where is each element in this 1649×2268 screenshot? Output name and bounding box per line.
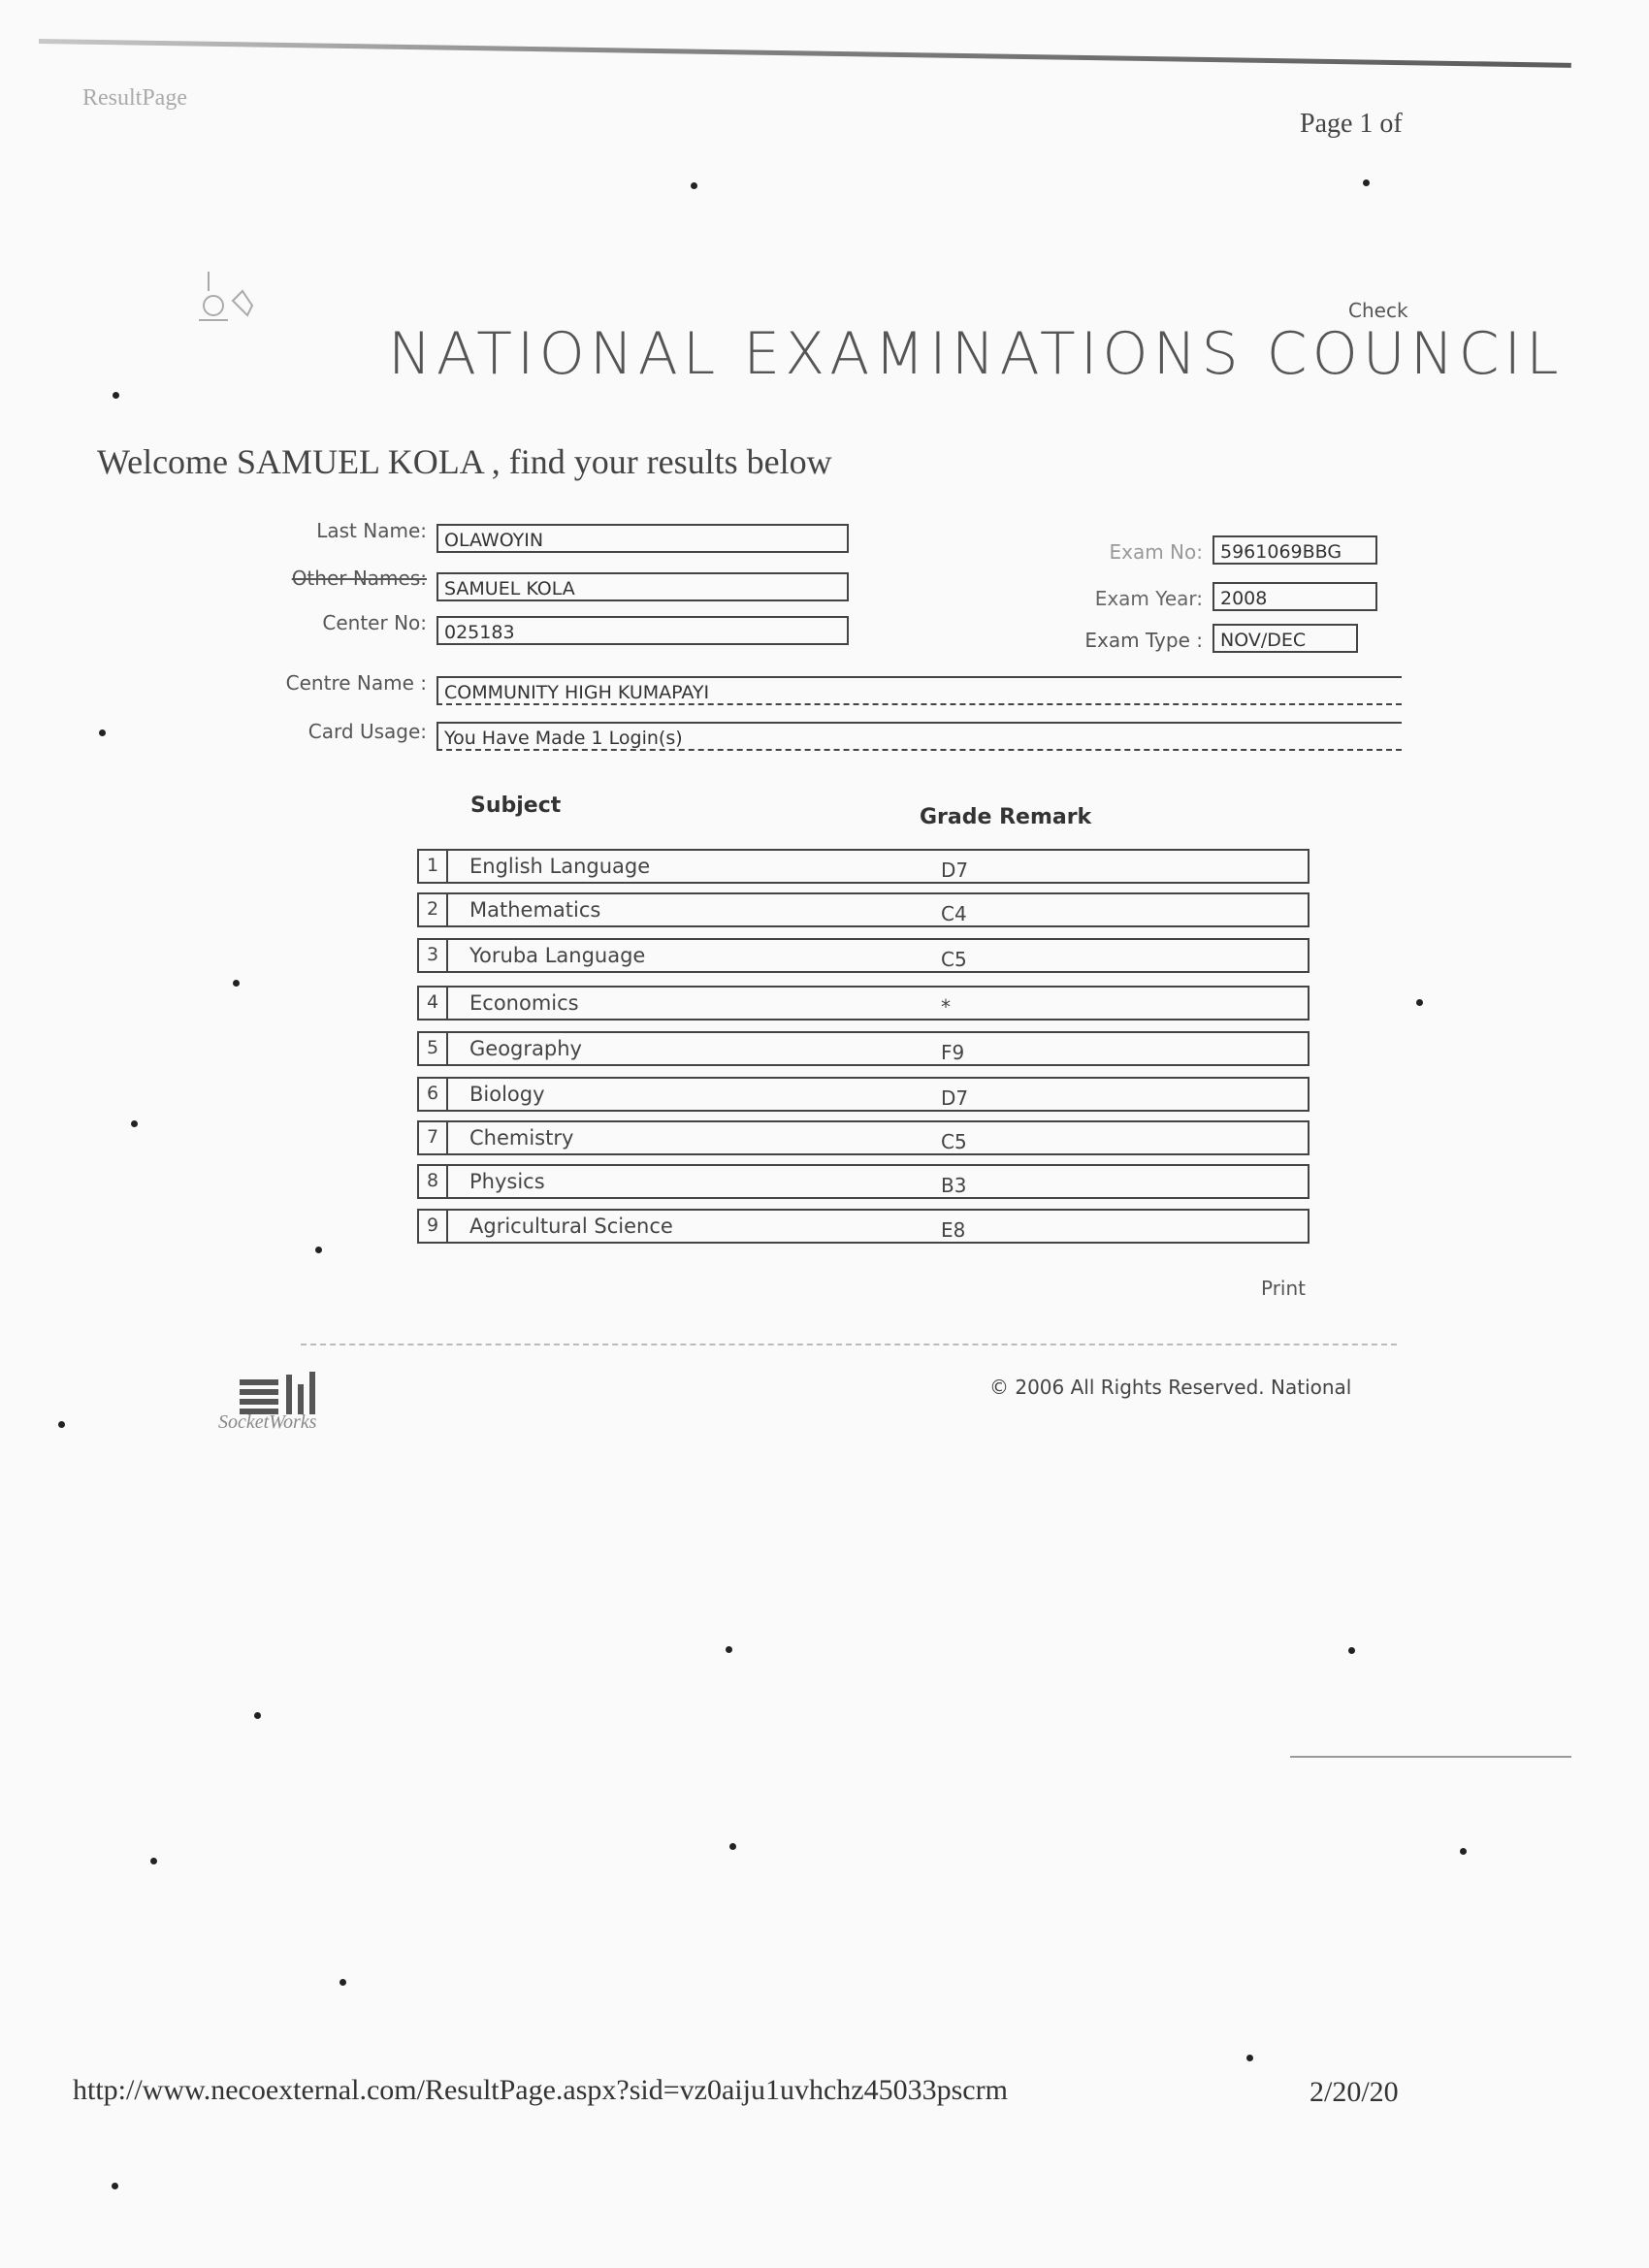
row-number: 2 bbox=[427, 898, 439, 920]
exam-year-label: Exam Year: bbox=[1094, 587, 1203, 610]
row-number: 3 bbox=[427, 944, 439, 965]
scan-speck bbox=[1348, 1647, 1355, 1654]
page-url: http://www.necoexternal.com/ResultPage.aspx?sid=vz0aiju1uvhchz45033pscrm bbox=[73, 2074, 1008, 2106]
scan-speck bbox=[99, 729, 106, 736]
scan-speck bbox=[1246, 2055, 1253, 2061]
exam-type-label: Exam Type : bbox=[1084, 629, 1203, 652]
browser-page-title: ResultPage bbox=[82, 85, 187, 111]
row-separator bbox=[446, 940, 448, 971]
scan-speck bbox=[1460, 1848, 1467, 1855]
last-name-label: Last Name: bbox=[316, 519, 427, 542]
result-row bbox=[417, 1209, 1310, 1244]
scan-speck bbox=[58, 1421, 65, 1428]
center-no-field: 025183 bbox=[436, 616, 849, 645]
scan-speck bbox=[1416, 999, 1423, 1006]
scan-speck bbox=[729, 1843, 736, 1850]
subject-name: Mathematics bbox=[469, 898, 601, 922]
center-no-label: Center No: bbox=[322, 611, 427, 634]
scan-mark-line bbox=[1290, 1756, 1571, 1758]
scan-speck bbox=[254, 1712, 261, 1719]
result-row bbox=[417, 892, 1310, 927]
grade-value: C4 bbox=[941, 902, 967, 925]
row-separator bbox=[446, 988, 448, 1019]
centre-name-field: COMMUNITY HIGH KUMAPAYI bbox=[436, 676, 1402, 705]
grade-value: B3 bbox=[941, 1174, 967, 1197]
row-separator bbox=[446, 1211, 448, 1242]
card-usage-field: You Have Made 1 Login(s) bbox=[436, 722, 1402, 751]
subject-column-header: Subject bbox=[470, 794, 562, 818]
result-row bbox=[417, 849, 1310, 884]
row-number: 7 bbox=[427, 1126, 439, 1148]
row-number: 5 bbox=[427, 1037, 439, 1058]
exam-no-label: Exam No: bbox=[1109, 540, 1203, 564]
row-number: 6 bbox=[427, 1083, 439, 1104]
grade-value: D7 bbox=[941, 1086, 969, 1110]
result-row bbox=[417, 1077, 1310, 1112]
exam-no-field: 5961069BBG bbox=[1212, 535, 1377, 565]
row-separator bbox=[446, 894, 448, 925]
exam-year-field: 2008 bbox=[1212, 582, 1377, 611]
page-top-rule bbox=[39, 39, 1571, 68]
result-row bbox=[417, 1031, 1310, 1066]
grade-value: F9 bbox=[941, 1041, 965, 1064]
welcome-message: Welcome SAMUEL KOLA , find your results below bbox=[97, 442, 832, 481]
scan-speck bbox=[113, 392, 119, 399]
result-row bbox=[417, 1120, 1310, 1155]
scan-speck bbox=[315, 1247, 322, 1253]
row-separator bbox=[446, 1122, 448, 1153]
other-names-field: SAMUEL KOLA bbox=[436, 572, 849, 601]
scan-speck bbox=[1363, 179, 1370, 186]
grade-column-header: Grade Remark bbox=[920, 805, 1092, 829]
row-number: 9 bbox=[427, 1215, 439, 1236]
print-date: 2/20/20 bbox=[1310, 2076, 1399, 2108]
result-row bbox=[417, 986, 1310, 1021]
print-link[interactable]: Print bbox=[1261, 1277, 1307, 1300]
scan-speck bbox=[131, 1120, 138, 1127]
row-number: 4 bbox=[427, 991, 439, 1013]
scan-speck bbox=[691, 182, 697, 189]
subject-name: Economics bbox=[469, 991, 579, 1015]
centre-name-label: Centre Name : bbox=[285, 671, 427, 695]
subject-name: Chemistry bbox=[469, 1126, 574, 1150]
check-link[interactable]: Check bbox=[1348, 299, 1408, 322]
row-number: 1 bbox=[427, 855, 439, 876]
subject-name: English Language bbox=[469, 855, 651, 878]
grade-value: * bbox=[941, 995, 951, 1019]
socketworks-brand: SocketWorks bbox=[218, 1411, 317, 1433]
card-usage-label: Card Usage: bbox=[307, 720, 427, 743]
row-separator bbox=[446, 1033, 448, 1064]
subject-name: Biology bbox=[469, 1083, 545, 1106]
scan-speck bbox=[233, 980, 240, 987]
row-separator bbox=[446, 851, 448, 882]
copyright-notice: © 2006 All Rights Reserved. National bbox=[989, 1376, 1352, 1399]
grade-value: C5 bbox=[941, 1130, 967, 1153]
neco-emblem-icon bbox=[179, 262, 276, 340]
other-names-label: Other Names: bbox=[291, 567, 427, 590]
subject-name: Physics bbox=[469, 1170, 545, 1193]
grade-value: E8 bbox=[941, 1218, 966, 1242]
result-row bbox=[417, 1164, 1310, 1199]
last-name-field: OLAWOYIN bbox=[436, 524, 849, 553]
footer-divider bbox=[301, 1344, 1397, 1345]
subject-name: Agricultural Science bbox=[469, 1215, 673, 1238]
exam-type-field: NOV/DEC bbox=[1212, 624, 1358, 653]
result-row bbox=[417, 938, 1310, 973]
grade-value: C5 bbox=[941, 948, 967, 971]
scan-speck bbox=[340, 1979, 346, 1986]
row-separator bbox=[446, 1079, 448, 1110]
subject-name: Yoruba Language bbox=[469, 944, 646, 967]
scan-speck bbox=[150, 1858, 157, 1864]
subject-name: Geography bbox=[469, 1037, 582, 1060]
council-title: NATIONAL EXAMINATIONS COUNCIL bbox=[388, 320, 1564, 388]
page-number: Page 1 of bbox=[1300, 109, 1403, 139]
row-separator bbox=[446, 1166, 448, 1197]
scan-speck bbox=[726, 1646, 732, 1653]
grade-value: D7 bbox=[941, 859, 969, 882]
row-number: 8 bbox=[427, 1170, 439, 1191]
scan-speck bbox=[112, 2183, 118, 2189]
